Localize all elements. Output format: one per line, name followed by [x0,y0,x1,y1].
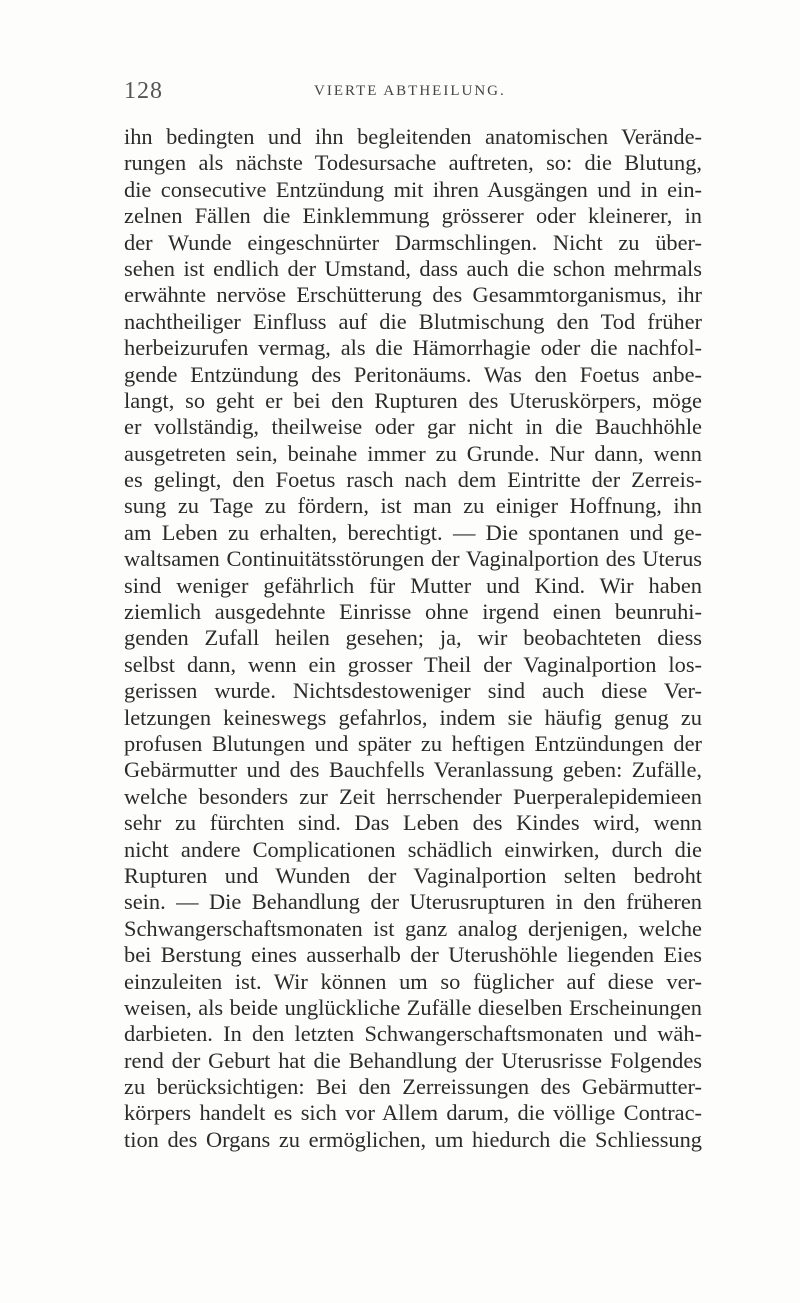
text-line: erwähnte nervöse Erschütterung des Gesammtorganismus, ihr [124,282,702,308]
text-line: sein. — Die Behandlung der Uterusrupturen in den früheren [124,889,702,915]
text-line: einzuleiten ist. Wir können um so füglicher auf diese ver- [124,968,702,994]
text-line: rend der Geburt hat die Behandlung der Uterusrisse Folgendes [124,1047,702,1073]
text-line: die consecutive Entzündung mit ihren Ausgängen und in ein- [124,176,702,202]
text-line: rungen als nächste Todesursache auftreten, so: die Blutung, [124,150,702,176]
text-line: es gelingt, den Foetus rasch nach dem Eintritte der Zerreis- [124,467,702,493]
text-line: herbeizurufen vermag, als die Hämorrhagie oder die nachfol- [124,335,702,361]
text-line: am Leben zu erhalten, berechtigt. — Die spontanen und ge- [124,519,702,545]
text-line: bei Berstung eines ausserhalb der Uterushöhle liegenden Eies [124,942,702,968]
text-line: zu berücksichtigen: Bei den Zerreissungen des Gebärmutter- [124,1074,702,1100]
running-head: VIERTE ABTHEILUNG. [314,83,506,99]
text-line: zelnen Fällen die Einklemmung grösserer oder kleinerer, in [124,203,702,229]
text-line: sind weniger gefährlich für Mutter und Kind. Wir haben [124,572,702,598]
text-line: nachtheiliger Einfluss auf die Blutmischung den Tod früher [124,308,702,334]
text-line: welche besonders zur Zeit herrschender Puerperalepidemieen [124,783,702,809]
text-line: langt, so geht er bei den Rupturen des Uteruskörpers, möge [124,387,702,413]
text-line: nicht andere Complicationen schädlich einwirken, durch die [124,836,702,862]
text-line: genden Zufall heilen gesehen; ja, wir beobachteten diess [124,625,702,651]
text-line: ausgetreten sein, beinahe immer zu Grunde. Nur dann, wenn [124,440,702,466]
body-text [124,124,702,1153]
page-number: 128 [124,78,163,104]
text-line: ihn bedingten und ihn begleitenden anatomischen Verände- [124,124,702,149]
text-line: sehr zu fürchten sind. Das Leben des Kindes wird, wenn [124,810,702,836]
text-line: sung zu Tage zu fördern, ist man zu einiger Hoffnung, ihn [124,493,702,519]
text-line: waltsamen Continuitätsstörungen der Vaginalportion des Uterus [124,546,702,572]
text-line: ziemlich ausgedehnte Einrisse ohne irgend einen beunruhi- [124,599,702,625]
text-line: selbst dann, wenn ein grosser Theil der Vaginalportion los- [124,651,702,677]
text-line: profusen Blutungen und später zu heftigen Entzündungen der [124,730,702,756]
text-line: gende Entzündung des Peritonäums. Was den Foetus anbe- [124,361,702,387]
text-line: weisen, als beide unglückliche Zufälle dieselben Erscheinungen [124,994,702,1020]
text-line: gerissen wurde. Nichtsdestoweniger sind auch diese Ver- [124,678,702,704]
text-line: darbieten. In den letzten Schwangerschaftsmonaten und wäh- [124,1021,702,1047]
text-line: Gebärmutter und des Bauchfells Veranlassung geben: Zufälle, [124,757,702,783]
text-line: tion des Organs zu ermöglichen, um hiedurch die Schliessung [124,1126,702,1152]
text-line: letzungen keineswegs gefahrlos, indem sie häufig genug zu [124,704,702,730]
text-line: Rupturen und Wunden der Vaginalportion selten bedroht [124,862,702,888]
text-line: er vollständig, theilweise oder gar nicht in die Bauchhöhle [124,414,702,440]
text-line: körpers handelt es sich vor Allem darum, die völlige Contrac- [124,1100,702,1126]
text-line: sehen ist endlich der Umstand, dass auch die schon mehrmals [124,255,702,281]
text-line: Schwangerschaftsmonaten ist ganz analog derjenigen, welche [124,915,702,941]
text-line: der Wunde eingeschnürter Darmschlingen. Nicht zu über- [124,229,702,255]
page-header [124,78,684,108]
